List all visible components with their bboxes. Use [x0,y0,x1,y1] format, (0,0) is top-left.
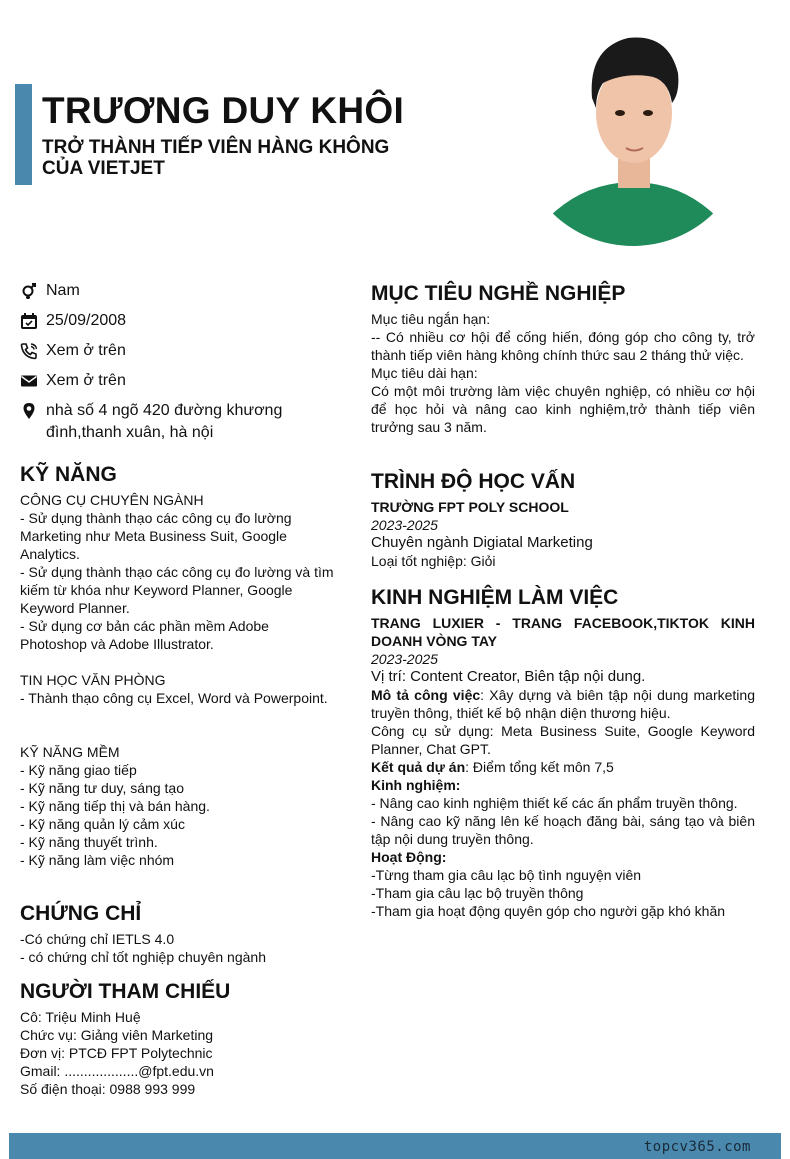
experience-title: KINH NGHIỆM LÀM VIỆC [371,586,619,609]
experience-tools: Công cụ sử dụng: Meta Business Suite, Google Keyword Planner, Chat GPT. [371,723,755,757]
result-label: Kết quả dự án [371,759,466,775]
experience-description [371,686,755,722]
contact-email [20,370,340,392]
activities-text: -Từng tham gia câu lạc bộ tình nguyện viên -Tham gia câu lạc bộ truyền thông -Tham gia hoạt động quyên góp cho người gặp khó khăn [371,867,726,919]
experience-result [371,758,755,776]
certificates-text: -Có chứng chỉ IETLS 4.0 - có chứng chỉ tốt nghiệp chuyên ngành [20,931,266,965]
description-label: Mô tả công việc [371,687,481,703]
education-period: 2023-2025 [371,517,438,533]
phone-icon [20,342,38,360]
address-value: nhà số 4 ngõ 420 đường khương đình,thanh xuân, hà nội [46,402,283,441]
phone-value: Xem ở trên [46,342,126,359]
header-accent-bar [15,84,32,185]
career-headline: TRỞ THÀNH TIẾP VIÊN HÀNG KHÔNG CỦA VIETJET [42,137,390,179]
experience-position: Vị trí: Content Creator, Biên tập nội dung. [371,668,646,685]
footer-bar [9,1133,781,1159]
education-section [371,470,755,570]
footer-brand: topcv365.com [643,1139,751,1155]
experience-period: 2023-2025 [371,651,438,667]
experience-section [371,586,755,920]
contact-gender [20,280,340,302]
contact-dob [20,310,340,332]
skills-title: KỸ NĂNG [20,463,117,486]
references-text: Cô: Triệu Minh Huệ Chức vụ: Giảng viên Marketing Đơn vị: PTCĐ FPT Polytechnic Gmail: ...................@fpt.edu.vn Số điện thoại: 0988 993 999 [20,1009,214,1097]
calendar-icon [20,312,38,330]
location-icon [20,402,38,420]
activities-label: Hoạt Động: [371,849,447,865]
experience-company: TRANG LUXIER - TRANG FACEBOOK,TIKTOK KINH DOANH VÒNG TAY [371,615,755,649]
skills-section [20,463,335,869]
result-text: : Điểm tổng kết môn 7,5 [465,759,614,775]
contact-info [20,280,340,452]
references-section [20,980,335,1098]
education-title: TRÌNH ĐỘ HỌC VẤN [371,470,576,493]
education-major: Chuyên ngành Digiatal Marketing [371,534,593,551]
objective-text: Mục tiêu ngắn hạn: -- Có nhiều cơ hội để cống hiến, đóng góp cho công ty, trở thành tiếp viên hàng không chính thức sau 2 tháng thử việc. Mục tiêu dài hạn: Có một môi trường làm việc chuyên nghiệp, có nhiều cơ hội để học hỏi và nâng cao kinh nghiệm,trở thành tiếp viên trưởng sau 3 năm. [371,311,755,435]
experience-label: Kinh nghiệm: [371,777,461,793]
profile-photo [548,18,718,246]
certificates-title: CHỨNG CHỈ [20,902,142,925]
contact-address [20,400,340,444]
email-icon [20,372,38,390]
objective-title: MỤC TIÊU NGHỀ NGHIỆP [371,282,626,305]
experience-text: - Nâng cao kinh nghiệm thiết kế các ấn phẩm truyền thông. - Nâng cao kỹ năng lên kế hoạch đăng bài, sáng tạo và biên tập nội dung truyền thông. [371,795,755,847]
certificates-section [20,902,335,966]
gender-value: Nam [46,282,80,299]
description-text: : Xây dựng và biên tập nội dung marketing truyền thông, thiết kế bộ nhận diện thương hiệu. [371,687,755,721]
education-school: TRƯỜNG FPT POLY SCHOOL [371,499,569,515]
education-grade: Loại tốt nghiệp: Giỏi [371,553,496,569]
contact-phone [20,340,340,362]
gender-icon [20,282,38,300]
email-value: Xem ở trên [46,372,126,389]
skills-text: CÔNG CỤ CHUYÊN NGÀNH - Sử dụng thành thạo các công cụ đo lường Marketing như Meta Business Suit, Google Analytics. - Sử dụng thành thạo các công cụ đo lường và tìm kiếm từ khóa như Keyword Planner, Google Keyword Planner. - Sử dụng cơ bản các phần mềm Adobe Photoshop và Adobe Illustrator. TIN HỌC VĂN PHÒNG - Thành thạo công cụ Excel, Word và Powerpoint. KỸ NĂNG MỀM - Kỹ năng giao tiếp - Kỹ năng tư duy, sáng tạo - Kỹ năng tiếp thị và bán hàng. - Kỹ năng quản lý cảm xúc - Kỹ năng thuyết trình. - Kỹ năng làm việc nhóm [20,492,334,868]
references-title: NGƯỜI THAM CHIẾU [20,980,231,1003]
objective-section [371,282,755,436]
candidate-name: TRƯƠNG DUY KHÔI [42,90,405,131]
dob-value: 25/09/2008 [46,312,127,329]
